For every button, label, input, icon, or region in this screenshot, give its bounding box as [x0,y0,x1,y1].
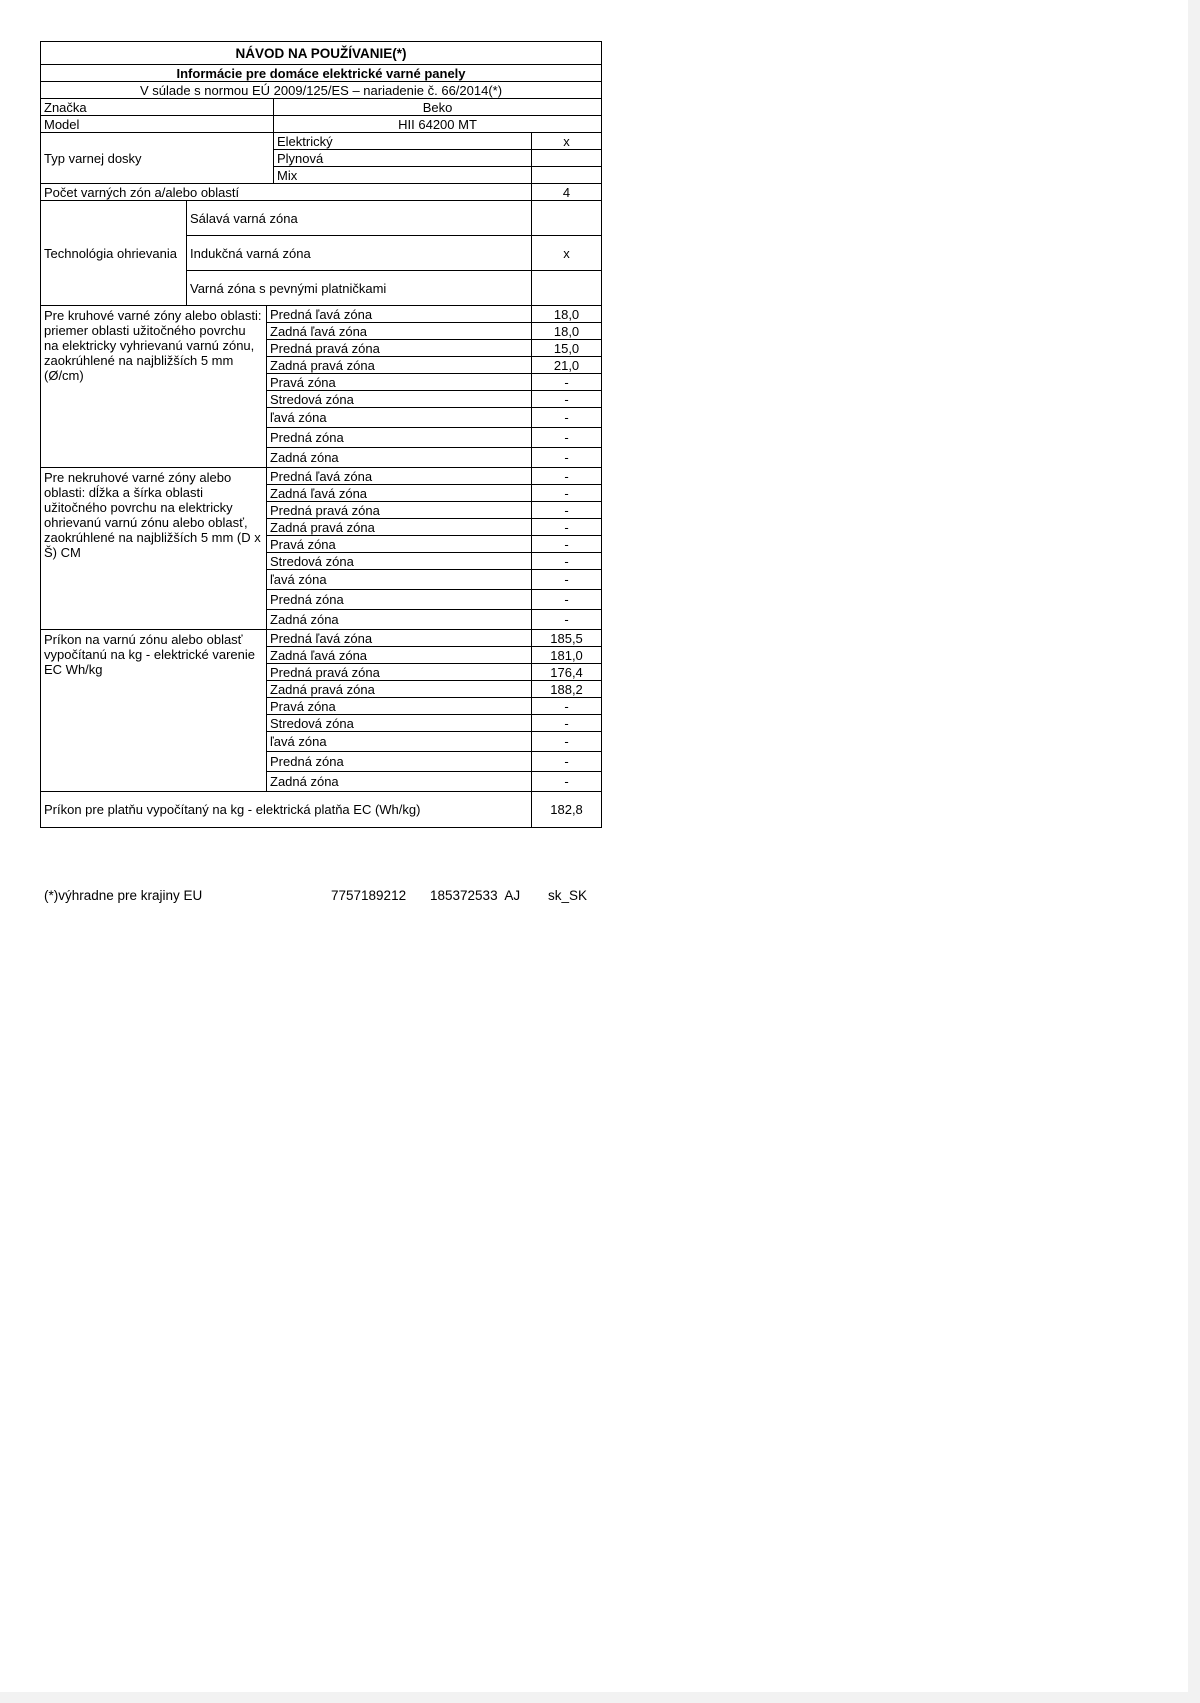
zone-name: Predná zóna [267,590,532,610]
zone-value: - [532,428,602,448]
norm-reference: V súlade s normou EÚ 2009/125/ES – nariadenie č. 66/2014(*) [41,82,602,99]
zone-name: Predná pravá zóna [267,340,532,357]
zone-name: Zadná pravá zóna [267,357,532,374]
model-label: Model [41,116,274,133]
hob-type-option: Plynová [274,150,532,167]
technology-mark [532,271,602,306]
zone-name: Predná ľavá zóna [267,306,532,323]
hob-type-mark [532,150,602,167]
footer-note: (*)výhradne pre krajiny EU [44,888,203,903]
hob-type-option: Elektrický [274,133,532,150]
hob-type-mark [532,167,602,184]
zone-value: 176,4 [532,664,602,681]
zone-value: 15,0 [532,340,602,357]
zone-name: Zadná zóna [267,448,532,468]
zone-value: - [532,698,602,715]
zone-value: - [532,502,602,519]
zone-value: - [532,485,602,502]
zone-name: Pravá zóna [267,536,532,553]
technology-option: Indukčná varná zóna [187,236,532,271]
zone-value: - [532,570,602,590]
zone-name: Predná zóna [267,428,532,448]
zone-value: 18,0 [532,323,602,340]
footer-code-2: 185372533 AJ [430,888,521,903]
zone-name: ľavá zóna [267,570,532,590]
zone-name: Predná pravá zóna [267,502,532,519]
zone-name: Pravá zóna [267,698,532,715]
zone-value: - [532,590,602,610]
spec-table [40,41,602,828]
zone-name: Stredová zóna [267,715,532,732]
technology-option: Sálavá varná zóna [187,201,532,236]
plate-consumption-label: Príkon pre platňu vypočítaný na kg - elektrická platňa EC (Wh/kg) [41,792,532,828]
plate-consumption-value: 182,8 [532,792,602,828]
zone-name: Predná zóna [267,752,532,772]
technology-option: Varná zóna s pevnými platničkami [187,271,532,306]
page-edge [1188,0,1200,1703]
zone-value: - [532,732,602,752]
model-value: HII 64200 MT [274,116,602,133]
zone-name: ľavá zóna [267,408,532,428]
zone-value: - [532,536,602,553]
page-bottom-edge [0,1692,1200,1703]
zone-value: 18,0 [532,306,602,323]
zone-name: Predná ľavá zóna [267,468,532,485]
zone-name: Zadná pravá zóna [267,681,532,698]
zone-value: 21,0 [532,357,602,374]
zone-value: 185,5 [532,630,602,647]
zone-value: - [532,391,602,408]
zone-name: Zadná ľavá zóna [267,647,532,664]
document-title: NÁVOD NA POUŽÍVANIE(*) [41,42,602,65]
zone-count-value: 4 [532,184,602,201]
zone-name: Stredová zóna [267,553,532,570]
footer-code-1: 7757189212 [331,888,407,903]
hob-type-option: Mix [274,167,532,184]
noncircular-zones-label: Pre nekruhové varné zóny alebo oblasti: dĺžka a šírka oblasti užitočného povrchu na elektricky ohrievanú varnú zónu alebo oblasť, zaokrúhlené na najbližších 5 mm (D x Š) CM [41,468,267,630]
zone-name: Zadná zóna [267,610,532,630]
footer-locale: sk_SK [548,888,588,903]
brand-value: Beko [274,99,602,116]
zone-value: - [532,519,602,536]
zone-value: 188,2 [532,681,602,698]
zone-value: - [532,715,602,732]
zone-name: Pravá zóna [267,374,532,391]
hob-type-mark: x [532,133,602,150]
technology-mark [532,201,602,236]
zone-name: ľavá zóna [267,732,532,752]
zone-value: - [532,374,602,391]
zone-name: Zadná pravá zóna [267,519,532,536]
zone-name: Predná ľavá zóna [267,630,532,647]
technology-mark: x [532,236,602,271]
zone-count-label: Počet varných zón a/alebo oblastí [41,184,532,201]
zone-name: Zadná ľavá zóna [267,485,532,502]
hob-type-label: Typ varnej dosky [41,133,274,184]
technology-label: Technológia ohrievania [41,201,187,306]
zone-value: - [532,610,602,630]
brand-label: Značka [41,99,274,116]
zone-value: - [532,408,602,428]
zone-name: Zadná zóna [267,772,532,792]
zone-value: - [532,772,602,792]
product-info-sheet [40,41,601,828]
zone-value: - [532,468,602,485]
zone-value: - [532,553,602,570]
zone-name: Predná pravá zóna [267,664,532,681]
zone-value: - [532,752,602,772]
zone-name: Zadná ľavá zóna [267,323,532,340]
zone-name: Stredová zóna [267,391,532,408]
zone-value: - [532,448,602,468]
document-subtitle: Informácie pre domáce elektrické varné panely [41,65,602,82]
circular-zones-label: Pre kruhové varné zóny alebo oblasti: priemer oblasti užitočného povrchu na elektricky vyhrievanú varnú zónu, zaokrúhlené na najbližších 5 mm (Ø/cm) [41,306,267,468]
consumption-label: Príkon na varnú zónu alebo oblasť vypočítanú na kg - elektrické varenie EC Wh/kg [41,630,267,792]
zone-value: 181,0 [532,647,602,664]
